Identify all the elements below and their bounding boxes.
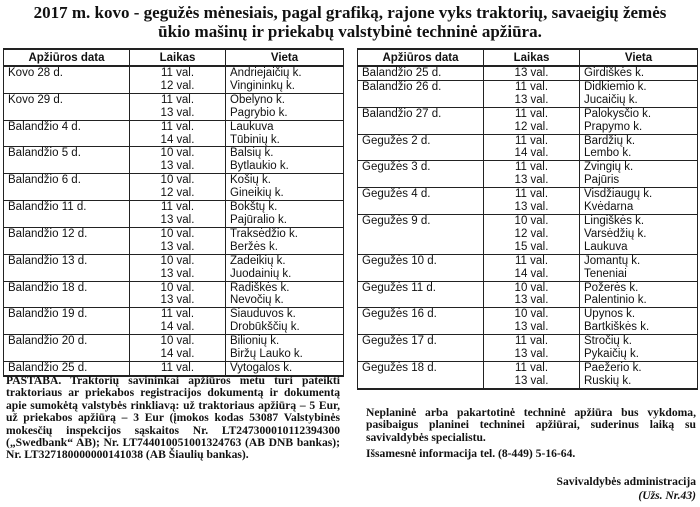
cell-time: 13 val.	[484, 321, 580, 334]
cell-time: 13 val.	[484, 375, 580, 389]
table-row	[358, 147, 698, 160]
cell-date: Gegužės 16 d.	[358, 308, 484, 321]
cell-date	[358, 375, 484, 389]
cell-date	[358, 228, 484, 241]
title-line-2: ūkio mašinų ir priekabų valstybinė techninė apžiūra.	[158, 22, 542, 41]
cell-place: Traksėdžio k.	[226, 227, 344, 240]
cell-place: Palokysčio k.	[580, 107, 698, 120]
cell-date: Gegužės 2 d.	[358, 134, 484, 147]
cell-place: Košių k.	[226, 174, 344, 187]
cell-place: Obelyno k.	[226, 93, 344, 106]
table-row	[4, 120, 344, 133]
cell-place: Nevočių k.	[226, 294, 344, 307]
table-row	[358, 66, 698, 80]
cell-date: Gegužės 10 d.	[358, 254, 484, 267]
cell-time: 13 val.	[130, 268, 226, 281]
cell-place: Lingiškės k.	[580, 214, 698, 227]
cell-place: Girdiškės k.	[580, 66, 698, 80]
table-row	[4, 335, 344, 348]
cell-date: Balandžio 25 d.	[4, 361, 130, 375]
header-date: Apžiūros data	[4, 49, 130, 66]
cell-time: 11 val.	[130, 361, 226, 375]
table-row	[4, 281, 344, 294]
table-row	[358, 80, 698, 93]
cell-place: Kvėdarna	[580, 201, 698, 214]
cell-time: 11 val.	[130, 93, 226, 106]
table-row	[4, 187, 344, 200]
table-row	[358, 214, 698, 227]
table-row	[358, 308, 698, 321]
table-row	[358, 228, 698, 241]
table-row	[358, 375, 698, 389]
table-row	[4, 294, 344, 307]
cell-date	[358, 147, 484, 160]
table-row	[358, 294, 698, 307]
cell-date: Balandžio 25 d.	[358, 66, 484, 80]
cell-time: 13 val.	[130, 241, 226, 254]
cell-date	[358, 294, 484, 307]
cell-time: 10 val.	[484, 308, 580, 321]
signature: Savivaldybės administracija	[556, 475, 696, 488]
table-row	[358, 174, 698, 187]
cell-place: Jucaičių k.	[580, 94, 698, 107]
table-row	[4, 160, 344, 173]
cell-time: 11 val.	[130, 308, 226, 321]
table-row	[4, 308, 344, 321]
cell-time: 11 val.	[484, 254, 580, 267]
cell-place: Bytlaukio k.	[226, 160, 344, 173]
schedule-body-right	[358, 66, 698, 389]
cell-date: Kovo 29 d.	[4, 93, 130, 106]
table-row	[4, 201, 344, 214]
table-row	[4, 66, 344, 80]
table-row	[4, 241, 344, 254]
cell-time: 11 val.	[484, 335, 580, 348]
cell-place: Visdžiaugų k.	[580, 188, 698, 201]
payment-note: PASTABA. Traktorių savininkai apžiūros metu turi pateikti traktoriaus ar priekabos registracijos dokumentą ir dokumentą apie sumokėtą valstybės rinkliavą: už traktoriaus apžiūrą – 5 Eur, už priekabos apžiūrą – 3 Eur (įmokos kodas 53087 Valstybinės mokesčių inspekcijos sąskaitos Nr. LT247300010112394300 („Swedbank“ AB); Nr. LT744010051001324763 (AB DNB bankas); Nr. LT327180000000141038 (AB Šiaulių bankas).	[6, 374, 340, 462]
table-row	[4, 107, 344, 120]
cell-time: 15 val.	[484, 241, 580, 254]
cell-place: Andriejaičių k.	[226, 66, 344, 80]
schedule-table-right	[357, 48, 698, 390]
cell-time: 10 val.	[130, 281, 226, 294]
cell-time: 13 val.	[130, 214, 226, 227]
cell-date	[4, 107, 130, 120]
cell-time: 13 val.	[484, 201, 580, 214]
header-date: Apžiūros data	[358, 49, 484, 66]
cell-place: Bokštų k.	[226, 201, 344, 214]
cell-place: Ruskių k.	[580, 375, 698, 389]
cell-time: 10 val.	[130, 147, 226, 160]
header-place: Vieta	[226, 49, 344, 66]
cell-place: Gineikių k.	[226, 187, 344, 200]
cell-date	[4, 80, 130, 93]
cell-time: 12 val.	[130, 187, 226, 200]
cell-place: Bilionių k.	[226, 335, 344, 348]
cell-place: Bardžių k.	[580, 134, 698, 147]
table-header-row	[4, 49, 344, 66]
cell-date	[358, 201, 484, 214]
cell-date: Balandžio 6 d.	[4, 174, 130, 187]
cell-time: 13 val.	[130, 107, 226, 120]
cell-date: Balandžio 26 d.	[358, 80, 484, 93]
cell-date	[4, 214, 130, 227]
cell-place: Pajūralio k.	[226, 214, 344, 227]
cell-date	[358, 174, 484, 187]
table-row	[358, 94, 698, 107]
table-row	[4, 268, 344, 281]
cell-place: Prapymo k.	[580, 121, 698, 134]
header-place: Vieta	[580, 49, 698, 66]
cell-time: 11 val.	[484, 161, 580, 174]
cell-date	[4, 134, 130, 147]
cell-time: 13 val.	[484, 174, 580, 187]
cell-date: Gegužės 17 d.	[358, 335, 484, 348]
cell-place: Žadeikių k.	[226, 254, 344, 267]
table-row	[4, 147, 344, 160]
cell-date	[358, 348, 484, 361]
cell-date	[358, 94, 484, 107]
cell-place: Vytogalos k.	[226, 361, 344, 375]
cell-time: 13 val.	[130, 294, 226, 307]
schedule-table-left	[3, 48, 344, 377]
cell-place: Laukuva	[580, 241, 698, 254]
cell-date: Balandžio 19 d.	[4, 308, 130, 321]
cell-time: 14 val.	[484, 268, 580, 281]
cell-place: Vingininkų k.	[226, 80, 344, 93]
cell-place: Varsėdžių k.	[580, 228, 698, 241]
table-row	[358, 321, 698, 334]
cell-place: Lembo k.	[580, 147, 698, 160]
cell-place: Beržės k.	[226, 241, 344, 254]
signature-block	[557, 475, 696, 503]
cell-date	[4, 268, 130, 281]
cell-place: Teneniai	[580, 268, 698, 281]
cell-place: Pykaičių k.	[580, 348, 698, 361]
cell-time: 10 val.	[130, 174, 226, 187]
cell-place: Požerės k.	[580, 281, 698, 294]
cell-time: 11 val.	[130, 66, 226, 80]
table-row	[4, 93, 344, 106]
table-row	[4, 134, 344, 147]
title-line-1: 2017 m. kovo - gegužės mėnesiais, pagal grafiką, rajone vyks traktorių, savaeigių žemės	[33, 3, 667, 22]
cell-time: 12 val.	[130, 80, 226, 93]
table-row	[358, 348, 698, 361]
header-time: Laikas	[484, 49, 580, 66]
cell-date: Gegužės 3 d.	[358, 161, 484, 174]
cell-date: Balandžio 5 d.	[4, 147, 130, 160]
cell-date: Balandžio 11 d.	[4, 201, 130, 214]
cell-date	[4, 321, 130, 334]
cell-place: Šiauduvos k.	[226, 308, 344, 321]
table-row	[358, 188, 698, 201]
cell-place: Palentinio k.	[580, 294, 698, 307]
cell-place: Juodainių k.	[226, 268, 344, 281]
cell-date	[358, 241, 484, 254]
cell-date: Balandžio 13 d.	[4, 254, 130, 267]
cell-place: Biržų Lauko k.	[226, 348, 344, 361]
cell-place: Tūbinių k.	[226, 134, 344, 147]
cell-date: Gegužės 4 d.	[358, 188, 484, 201]
cell-time: 11 val.	[484, 80, 580, 93]
cell-time: 11 val.	[130, 120, 226, 133]
table-row	[4, 214, 344, 227]
cell-time: 10 val.	[484, 281, 580, 294]
contact-info: Išsamesnė informacija tel. (8-449) 5-16-64.	[366, 447, 576, 460]
cell-time: 14 val.	[130, 134, 226, 147]
unscheduled-note: Neplaninė arba pakartotinė techninė apžiūra bus vykdoma, pasibaigus planinei techninei apžiūrai, suderinus laiką su savivaldybės specialistu.	[366, 406, 696, 444]
cell-date: Gegužės 11 d.	[358, 281, 484, 294]
cell-place: Stročių k.	[580, 335, 698, 348]
cell-time: 11 val.	[484, 188, 580, 201]
cell-time: 11 val.	[130, 201, 226, 214]
cell-place: Pagrybio k.	[226, 107, 344, 120]
table-row	[358, 121, 698, 134]
table-row	[4, 321, 344, 334]
table-row	[358, 361, 698, 374]
cell-date	[4, 187, 130, 200]
cell-time: 11 val.	[484, 361, 580, 374]
cell-date	[4, 241, 130, 254]
cell-place: Bartkiškės k.	[580, 321, 698, 334]
cell-place: Didkiemio k.	[580, 80, 698, 93]
cell-date	[4, 294, 130, 307]
table-row	[358, 161, 698, 174]
table-row	[358, 134, 698, 147]
cell-time: 14 val.	[130, 321, 226, 334]
order-reference: (Užs. Nr.43)	[638, 489, 696, 502]
table-row	[358, 107, 698, 120]
cell-place: Žvingių k.	[580, 161, 698, 174]
cell-time: 11 val.	[484, 134, 580, 147]
cell-date	[358, 321, 484, 334]
cell-place: Jomantų k.	[580, 254, 698, 267]
table-row	[358, 201, 698, 214]
cell-time: 10 val.	[130, 254, 226, 267]
cell-place: Balsių k.	[226, 147, 344, 160]
page-title	[0, 3, 700, 41]
cell-time: 11 val.	[484, 107, 580, 120]
cell-date	[4, 348, 130, 361]
schedule-body-left	[4, 66, 344, 376]
cell-time: 14 val.	[484, 147, 580, 160]
cell-date	[358, 268, 484, 281]
cell-time: 10 val.	[130, 227, 226, 240]
cell-time: 12 val.	[484, 228, 580, 241]
table-row	[358, 335, 698, 348]
cell-place: Pajūris	[580, 174, 698, 187]
table-row	[358, 241, 698, 254]
cell-time: 13 val.	[484, 348, 580, 361]
cell-date: Balandžio 12 d.	[4, 227, 130, 240]
cell-time: 10 val.	[130, 335, 226, 348]
cell-date: Gegužės 9 d.	[358, 214, 484, 227]
table-row	[4, 227, 344, 240]
table-row	[4, 254, 344, 267]
cell-time: 13 val.	[484, 94, 580, 107]
table-row	[358, 254, 698, 267]
header-time: Laikas	[130, 49, 226, 66]
cell-date: Balandžio 20 d.	[4, 335, 130, 348]
cell-time: 12 val.	[484, 121, 580, 134]
cell-place: Radiškės k.	[226, 281, 344, 294]
cell-date	[358, 121, 484, 134]
cell-date: Balandžio 27 d.	[358, 107, 484, 120]
cell-time: 13 val.	[484, 66, 580, 80]
table-header-row	[358, 49, 698, 66]
cell-date: Balandžio 4 d.	[4, 120, 130, 133]
cell-date	[4, 160, 130, 173]
cell-place: Upynos k.	[580, 308, 698, 321]
table-row	[4, 174, 344, 187]
cell-place: Drobūkščių k.	[226, 321, 344, 334]
table-row	[4, 348, 344, 361]
table-row	[358, 268, 698, 281]
cell-date: Balandžio 18 d.	[4, 281, 130, 294]
cell-date: Gegužės 18 d.	[358, 361, 484, 374]
cell-date: Kovo 28 d.	[4, 66, 130, 80]
cell-place: Paežerio k.	[580, 361, 698, 374]
cell-place: Laukuva	[226, 120, 344, 133]
table-row	[4, 80, 344, 93]
table-row	[358, 281, 698, 294]
cell-time: 13 val.	[484, 294, 580, 307]
cell-time: 10 val.	[484, 214, 580, 227]
cell-time: 14 val.	[130, 348, 226, 361]
cell-time: 13 val.	[130, 160, 226, 173]
